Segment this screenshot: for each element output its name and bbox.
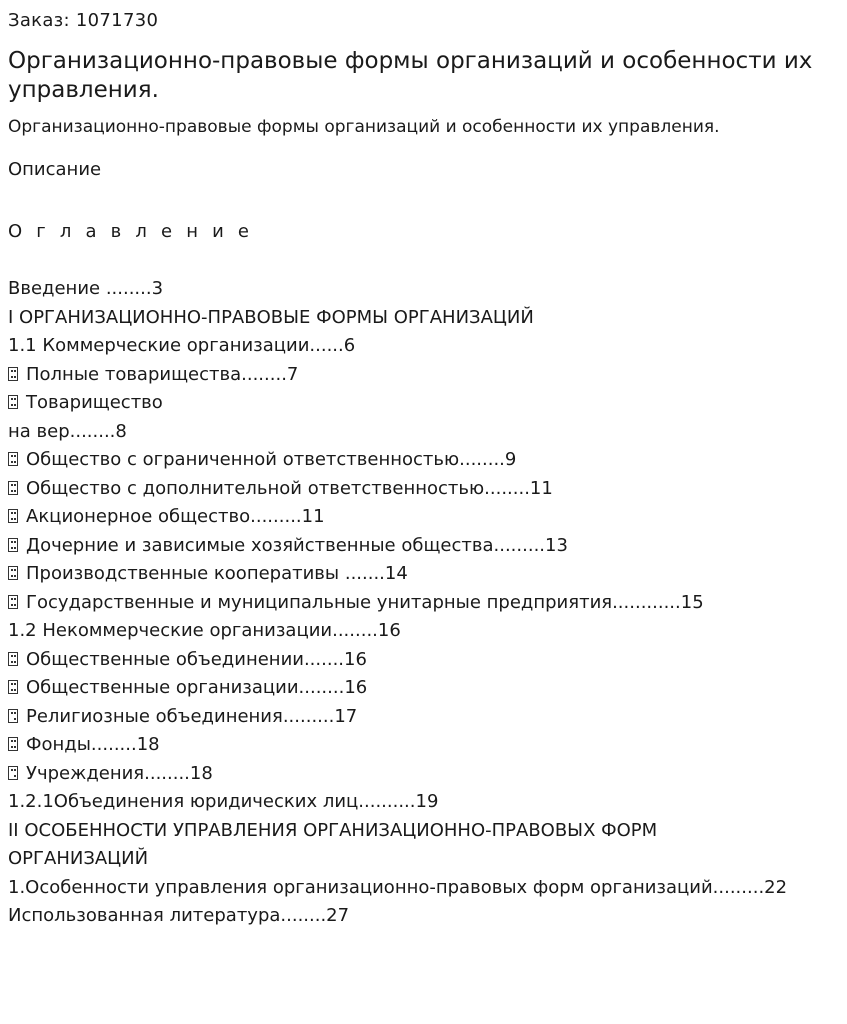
toc-entry-text: Учреждения........18: [26, 762, 213, 784]
missing-glyph-icon: [8, 737, 18, 751]
toc-entry: [8, 446, 843, 475]
toc-entry-text: Введение ........3: [8, 278, 164, 299]
missing-glyph-icon: [8, 595, 18, 609]
toc-entry: [8, 674, 843, 703]
toc-entry-text: II ОСОБЕННОСТИ УПРАВЛЕНИЯ ОРГАНИЗАЦИОННО-ПРАВОВЫХ ФОРМ: [8, 819, 658, 841]
toc-entry: [8, 788, 843, 817]
toc-entry: [8, 874, 843, 903]
toc-entry: [8, 646, 843, 675]
toc-entry: [8, 418, 843, 447]
toc-entry-text: Государственные и муниципальные унитарные предприятия............15: [26, 591, 704, 613]
toc-entry: [8, 503, 843, 532]
missing-glyph-icon: [8, 652, 18, 666]
toc-entry: [8, 332, 843, 361]
toc-entry-text: Общество с дополнительной ответственностью........11: [26, 477, 553, 499]
order-number: Заказ: 1071730: [8, 10, 159, 31]
toc-entry: [8, 560, 843, 589]
toc-entry-text: Полные товарищества........7: [26, 363, 299, 385]
toc-entry-text: ОРГАНИЗАЦИЙ: [8, 848, 149, 869]
toc-entry: [8, 389, 843, 418]
toc-entry-text: I ОРГАНИЗАЦИОННО-ПРАВОВЫЕ ФОРМЫ ОРГАНИЗАЦИЙ: [8, 306, 534, 328]
missing-glyph-icon: [8, 680, 18, 694]
description-heading: Описание: [8, 159, 102, 180]
toc-entry-text: Фонды........18: [26, 734, 160, 755]
toc-entry-text: Религиозные объединения.........17: [26, 705, 358, 727]
toc-entry-text: 1.Особенности управления организационно-правовых форм организаций.........22: [8, 876, 788, 898]
toc-entry-text: Общественные организации........16: [26, 677, 368, 698]
toc-entry-text: Производственные кооперативы .......14: [26, 563, 408, 584]
missing-glyph-icon: [8, 509, 18, 523]
toc-entry: [8, 617, 843, 646]
toc-entry: [8, 845, 843, 874]
missing-glyph-icon: [8, 709, 18, 723]
toc-entry: [8, 532, 843, 561]
missing-glyph-icon: [8, 452, 18, 466]
toc-heading: О г л а в л е н и е: [8, 221, 254, 242]
missing-glyph-icon: [8, 538, 18, 552]
toc-entry-text: 1.2 Некоммерческие организации........16: [8, 620, 401, 641]
toc-entry-text: 1.2.1Объединения юридических лиц..........19: [8, 791, 439, 812]
toc-entry: [8, 361, 843, 390]
toc-entry-text: 1.1 Коммерческие организации......6: [8, 335, 356, 356]
toc-entry-text: Общественные объединении.......16: [26, 648, 367, 670]
toc-entry-text: Дочерние и зависимые хозяйственные общества.........13: [26, 534, 568, 556]
table-of-contents: [8, 275, 843, 931]
toc-entry-text: Использованная литература........27: [8, 905, 350, 926]
toc-entry-text: Товарищество: [26, 392, 163, 413]
toc-entry: [8, 817, 843, 846]
page-title: Организационно-правовые формы организаций и особенности их управления.: [8, 48, 813, 103]
toc-entry: [8, 902, 843, 931]
toc-entry: [8, 475, 843, 504]
missing-glyph-icon: [8, 481, 18, 495]
missing-glyph-icon: [8, 566, 18, 580]
missing-glyph-icon: [8, 766, 18, 780]
toc-entry-text: Акционерное общество.........11: [26, 506, 325, 527]
missing-glyph-icon: [8, 367, 18, 381]
toc-entry: [8, 589, 843, 618]
missing-glyph-icon: [8, 395, 18, 409]
toc-entry: [8, 731, 843, 760]
toc-entry: [8, 275, 843, 304]
toc-entry: [8, 703, 843, 732]
toc-entry-text: на вер........8: [8, 420, 127, 442]
toc-entry-text: Общество с ограниченной ответственностью........9: [26, 449, 517, 470]
toc-entry: [8, 760, 843, 789]
page-subtitle: Организационно-правовые формы организаций и особенности их управления.: [8, 117, 720, 137]
toc-entry: [8, 304, 843, 333]
